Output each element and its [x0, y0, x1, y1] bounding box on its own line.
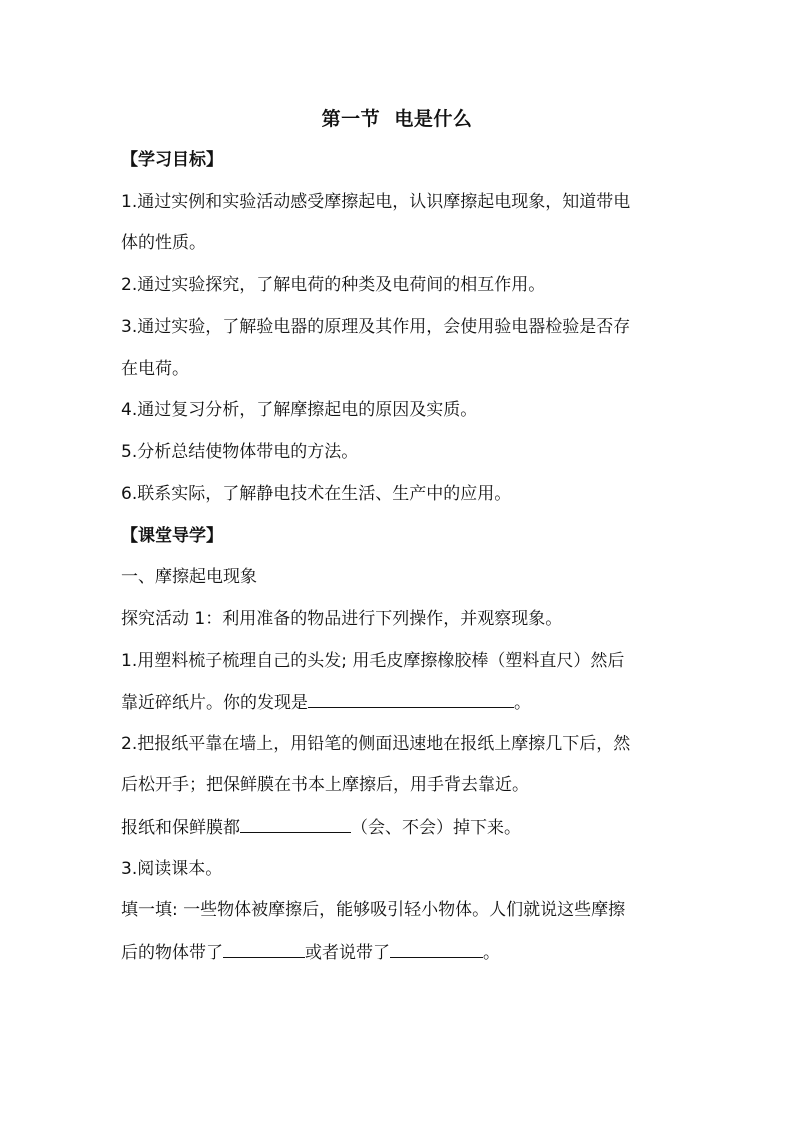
objectives-heading: 【学习目标】: [121, 150, 223, 170]
step-2-line: 2.把报纸平靠在墙上，用铅笔的侧面迅速地在报纸上摩擦几下后，然: [121, 734, 631, 754]
objective-line-3: 3.通过实验，了解验电器的原理及其作用，会使用验电器检验是否存: [121, 317, 631, 337]
fill-in-prompt: 后的物体带了: [121, 943, 223, 963]
step-1-prompt: 靠近碎纸片。你的发现是: [121, 693, 308, 713]
step-1-answer-line: [121, 690, 531, 715]
step-3-line: 3.阅读课本。: [121, 859, 223, 879]
step-1-line: 1.用塑料梳子梳理自己的头发; 用毛皮摩擦橡胶棒（塑料直尺）然后: [121, 651, 625, 671]
answer-blank[interactable]: [390, 940, 483, 958]
fill-in-end: 。: [483, 943, 500, 963]
section-heading: 一、摩擦起电现象: [121, 567, 257, 587]
answer-blank[interactable]: [308, 690, 514, 708]
page-title: 第一节 电是什么: [321, 108, 473, 130]
answer-blank[interactable]: [223, 940, 305, 958]
fill-in-answer-line: [121, 940, 500, 965]
activity-intro: 探究活动 1：利用准备的物品进行下列操作，并观察现象。: [121, 609, 563, 629]
objective-line-3-cont: 在电荷。: [121, 359, 189, 379]
objective-line-1: 1.通过实例和实验活动感受摩擦起电，认识摩擦起电现象，知道带电: [121, 192, 631, 212]
fill-in-connector: 或者说带了: [305, 943, 390, 963]
objective-line-4: 4.通过复习分析，了解摩擦起电的原因及实质。: [121, 400, 478, 420]
step-2-line-cont: 后松开手；把保鲜膜在书本上摩擦后，用手背去靠近。: [121, 775, 529, 795]
guide-heading: 【课堂导学】: [121, 526, 223, 546]
step-2-options: （会、不会）掉下来。: [351, 818, 521, 838]
objective-line-6: 6.联系实际，了解静电技术在生活、生产中的应用。: [121, 484, 512, 504]
step-1-end: 。: [514, 693, 531, 713]
objective-line-1-cont: 体的性质。: [121, 233, 206, 253]
objective-line-2: 2.通过实验探究，了解电荷的种类及电荷间的相互作用。: [121, 275, 546, 295]
answer-blank[interactable]: [240, 815, 351, 833]
step-2-prompt: 报纸和保鲜膜都: [121, 818, 240, 838]
objective-line-5: 5.分析总结使物体带电的方法。: [121, 442, 359, 462]
step-2-answer-line: [121, 815, 521, 840]
fill-in-line: 填一填: 一些物体被摩擦后，能够吸引轻小物体。人们就说这些摩擦: [121, 900, 626, 920]
